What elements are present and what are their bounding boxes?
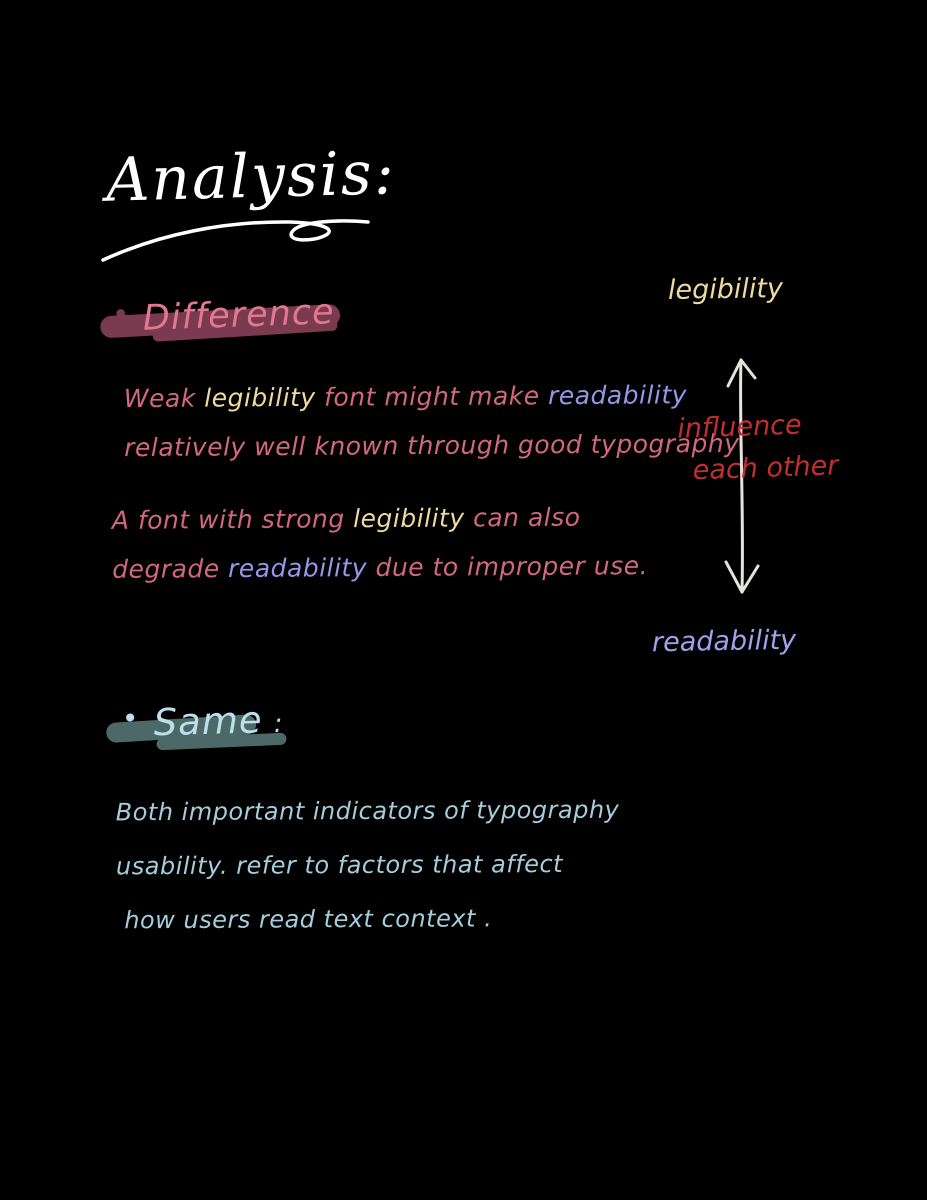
relation-label-line: each other	[692, 450, 839, 487]
paragraph-line	[112, 541, 648, 594]
paragraph-line: Both important indicators of typography	[115, 795, 620, 827]
paragraph-line: how users read text context .	[124, 904, 493, 935]
readability-label: readability	[651, 624, 797, 659]
text-segment: readability	[547, 380, 688, 411]
same-paragraph	[116, 783, 620, 948]
legibility-label: legibility	[667, 272, 784, 307]
same-bullet: •	[121, 701, 139, 736]
paragraph-line	[112, 492, 648, 545]
paragraph-line: usability. refer to factors that affect	[115, 849, 564, 881]
same-heading-label: Same	[153, 698, 264, 745]
text-segment: readability	[227, 553, 376, 584]
difference-heading	[111, 290, 335, 340]
difference-heading-label: Difference	[142, 292, 336, 339]
text-segment: Weak	[123, 383, 205, 414]
relation-label-line: influence	[676, 409, 803, 445]
text-segment: A font with strong	[111, 504, 354, 535]
paragraph-line: relatively well known through good typography	[124, 428, 740, 463]
text-segment: can also	[472, 502, 581, 533]
text-segment: legibility	[353, 503, 474, 534]
difference-bullet: •	[111, 297, 131, 333]
page-title: Analysis:	[105, 138, 397, 216]
difference-paragraph-1	[124, 370, 740, 472]
text-segment: degrade	[112, 554, 229, 584]
title-underline-flourish	[100, 214, 372, 264]
same-heading	[121, 698, 283, 745]
same-heading-colon: :	[273, 708, 283, 740]
text-segment: due to improper use.	[375, 551, 649, 583]
text-segment: legibility	[204, 382, 325, 413]
paragraph-line	[124, 370, 740, 423]
influence-each-other-label	[677, 403, 839, 493]
text-segment: font might make	[323, 381, 549, 412]
difference-paragraph-2	[112, 492, 649, 594]
